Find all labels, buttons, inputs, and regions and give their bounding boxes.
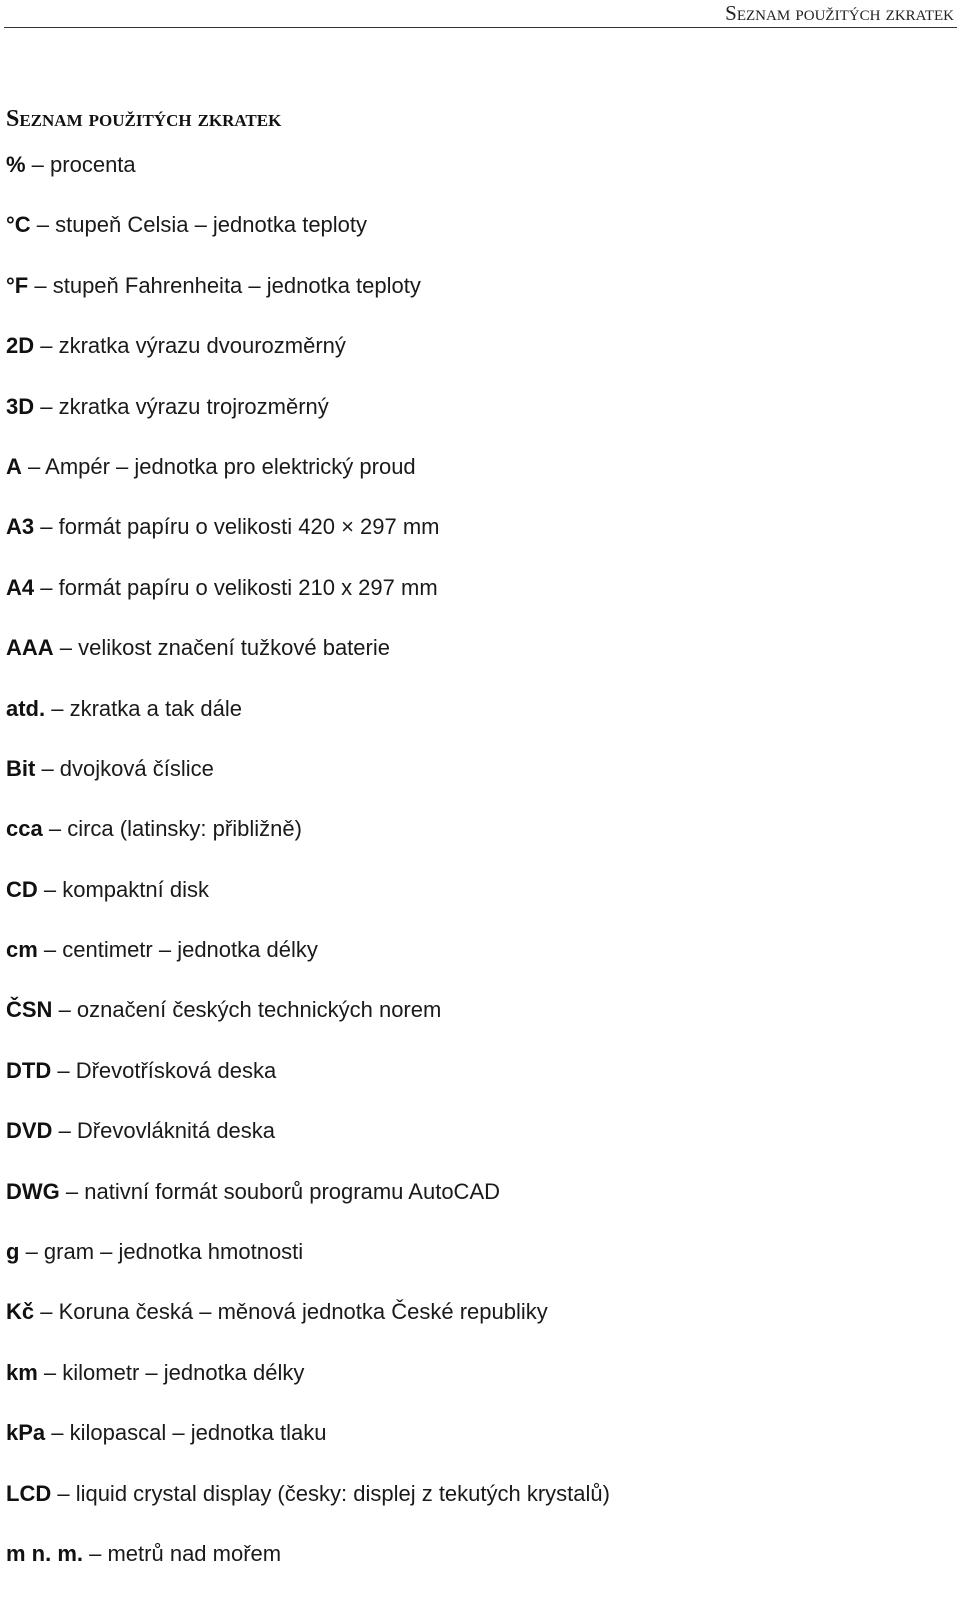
abbreviation-definition: označení českých technických norem [76, 997, 442, 1023]
abbreviation-definition: zkratka výrazu trojrozměrný [58, 393, 329, 419]
abbreviation-definition: Koruna česká – měnová jednotka České republiky [58, 1299, 548, 1325]
abbreviation-term: A3 [6, 514, 35, 540]
separator-dash: – [34, 514, 59, 540]
abbreviation-term: DWG [6, 1178, 60, 1204]
list-item [6, 754, 610, 814]
list-item [6, 210, 610, 270]
list-item [6, 1358, 610, 1418]
abbreviation-term: LCD [6, 1480, 52, 1506]
list-item [6, 1237, 610, 1297]
list-item [6, 1479, 610, 1539]
separator-dash: – [34, 393, 59, 419]
list-item [6, 1056, 610, 1116]
separator-dash: – [45, 1420, 70, 1446]
separator-dash: – [51, 1057, 76, 1083]
abbreviation-definition: stupeň Fahrenheita – jednotka teploty [52, 272, 421, 298]
separator-dash: – [52, 1118, 77, 1144]
list-item [6, 1539, 610, 1599]
abbreviation-definition: zkratka výrazu dvourozměrný [58, 333, 346, 359]
abbreviation-definition: kompaktní disk [62, 876, 209, 902]
header-rule [4, 27, 957, 28]
abbreviation-definition: formát papíru o velikosti 420 × 297 mm [58, 514, 440, 540]
list-item [6, 633, 610, 693]
separator-dash: – [37, 876, 63, 902]
separator-dash: – [59, 1178, 85, 1204]
separator-dash: – [51, 1480, 76, 1506]
separator-dash: – [34, 1299, 59, 1325]
separator-dash: – [37, 1359, 63, 1385]
page-title: Seznam použitých zkratek [6, 106, 282, 132]
separator-dash: – [25, 152, 51, 177]
abbreviation-definition: Dřevotřísková deska [75, 1057, 277, 1083]
abbreviation-term: cca [6, 816, 43, 842]
separator-dash: – [35, 755, 60, 781]
list-item [6, 814, 610, 874]
list-item [6, 995, 610, 1055]
abbreviation-term: m n. m. [6, 1540, 84, 1566]
abbreviation-definition: procenta [50, 152, 136, 177]
separator-dash: – [30, 212, 56, 238]
separator-dash: – [53, 635, 79, 661]
abbreviation-term: DTD [6, 1057, 52, 1083]
abbreviation-definition: Dřevovláknitá deska [76, 1118, 276, 1144]
list-item [6, 1418, 610, 1478]
abbreviation-list [6, 150, 610, 1599]
separator-dash: – [52, 997, 77, 1023]
abbreviation-definition: Ampér – jednotka pro elektrický proud [45, 453, 416, 479]
abbreviation-definition: zkratka a tak dále [69, 695, 243, 721]
abbreviation-term: atd. [6, 695, 46, 721]
abbreviation-term: AAA [6, 635, 54, 661]
separator-dash: – [21, 453, 46, 479]
abbreviation-definition: kilopascal – jednotka tlaku [69, 1420, 327, 1446]
abbreviation-definition: gram – jednotka hmotnosti [43, 1239, 304, 1265]
list-item [6, 1297, 610, 1357]
abbreviation-term: 3D [6, 393, 35, 419]
abbreviation-term: kPa [6, 1420, 46, 1446]
abbreviation-definition: dvojková číslice [59, 755, 214, 781]
list-item [6, 875, 610, 935]
abbreviation-definition: nativní formát souborů programu AutoCAD [84, 1178, 500, 1204]
abbreviation-term: A [6, 453, 22, 479]
list-item [6, 573, 610, 633]
separator-dash: – [83, 1540, 108, 1566]
abbreviation-definition: metrů nad mořem [107, 1540, 282, 1566]
separator-dash: – [42, 816, 68, 842]
list-item [6, 271, 610, 331]
list-item [6, 512, 610, 572]
abbreviation-term: °F [6, 272, 29, 298]
running-header: Seznam použitých zkratek [725, 1, 954, 25]
abbreviation-term: A4 [6, 574, 35, 600]
abbreviation-term: CD [6, 876, 38, 902]
list-item [6, 331, 610, 391]
list-item [6, 392, 610, 452]
abbreviation-definition: kilometr – jednotka délky [62, 1359, 305, 1385]
separator-dash: – [34, 574, 59, 600]
abbreviation-definition: velikost značení tužkové baterie [78, 635, 390, 661]
abbreviation-term: °C [6, 212, 31, 238]
separator-dash: – [45, 695, 70, 721]
abbreviation-term: Kč [6, 1299, 35, 1325]
list-item [6, 1116, 610, 1176]
abbreviation-definition: stupeň Celsia – jednotka teploty [55, 212, 368, 238]
abbreviation-term: km [6, 1359, 38, 1385]
abbreviation-term: % [6, 152, 26, 177]
list-item [6, 150, 610, 210]
abbreviation-definition: centimetr – jednotka délky [62, 937, 318, 963]
separator-dash: – [34, 333, 59, 359]
abbreviation-term: cm [6, 937, 38, 963]
separator-dash: – [37, 937, 63, 963]
abbreviation-term: g [6, 1239, 20, 1265]
abbreviation-term: ČSN [6, 997, 53, 1023]
list-item [6, 935, 610, 995]
abbreviation-term: Bit [6, 755, 36, 781]
separator-dash: – [19, 1239, 44, 1265]
separator-dash: – [28, 272, 53, 298]
abbreviation-definition: liquid crystal display (česky: displej z tekutých krystalů) [75, 1480, 610, 1506]
abbreviation-definition: circa (latinsky: přibližně) [67, 816, 302, 842]
list-item [6, 694, 610, 754]
abbreviation-term: DVD [6, 1118, 53, 1144]
abbreviation-definition: formát papíru o velikosti 210 x 297 mm [58, 574, 438, 600]
list-item [6, 1177, 610, 1237]
abbreviation-term: 2D [6, 333, 35, 359]
list-item [6, 452, 610, 512]
